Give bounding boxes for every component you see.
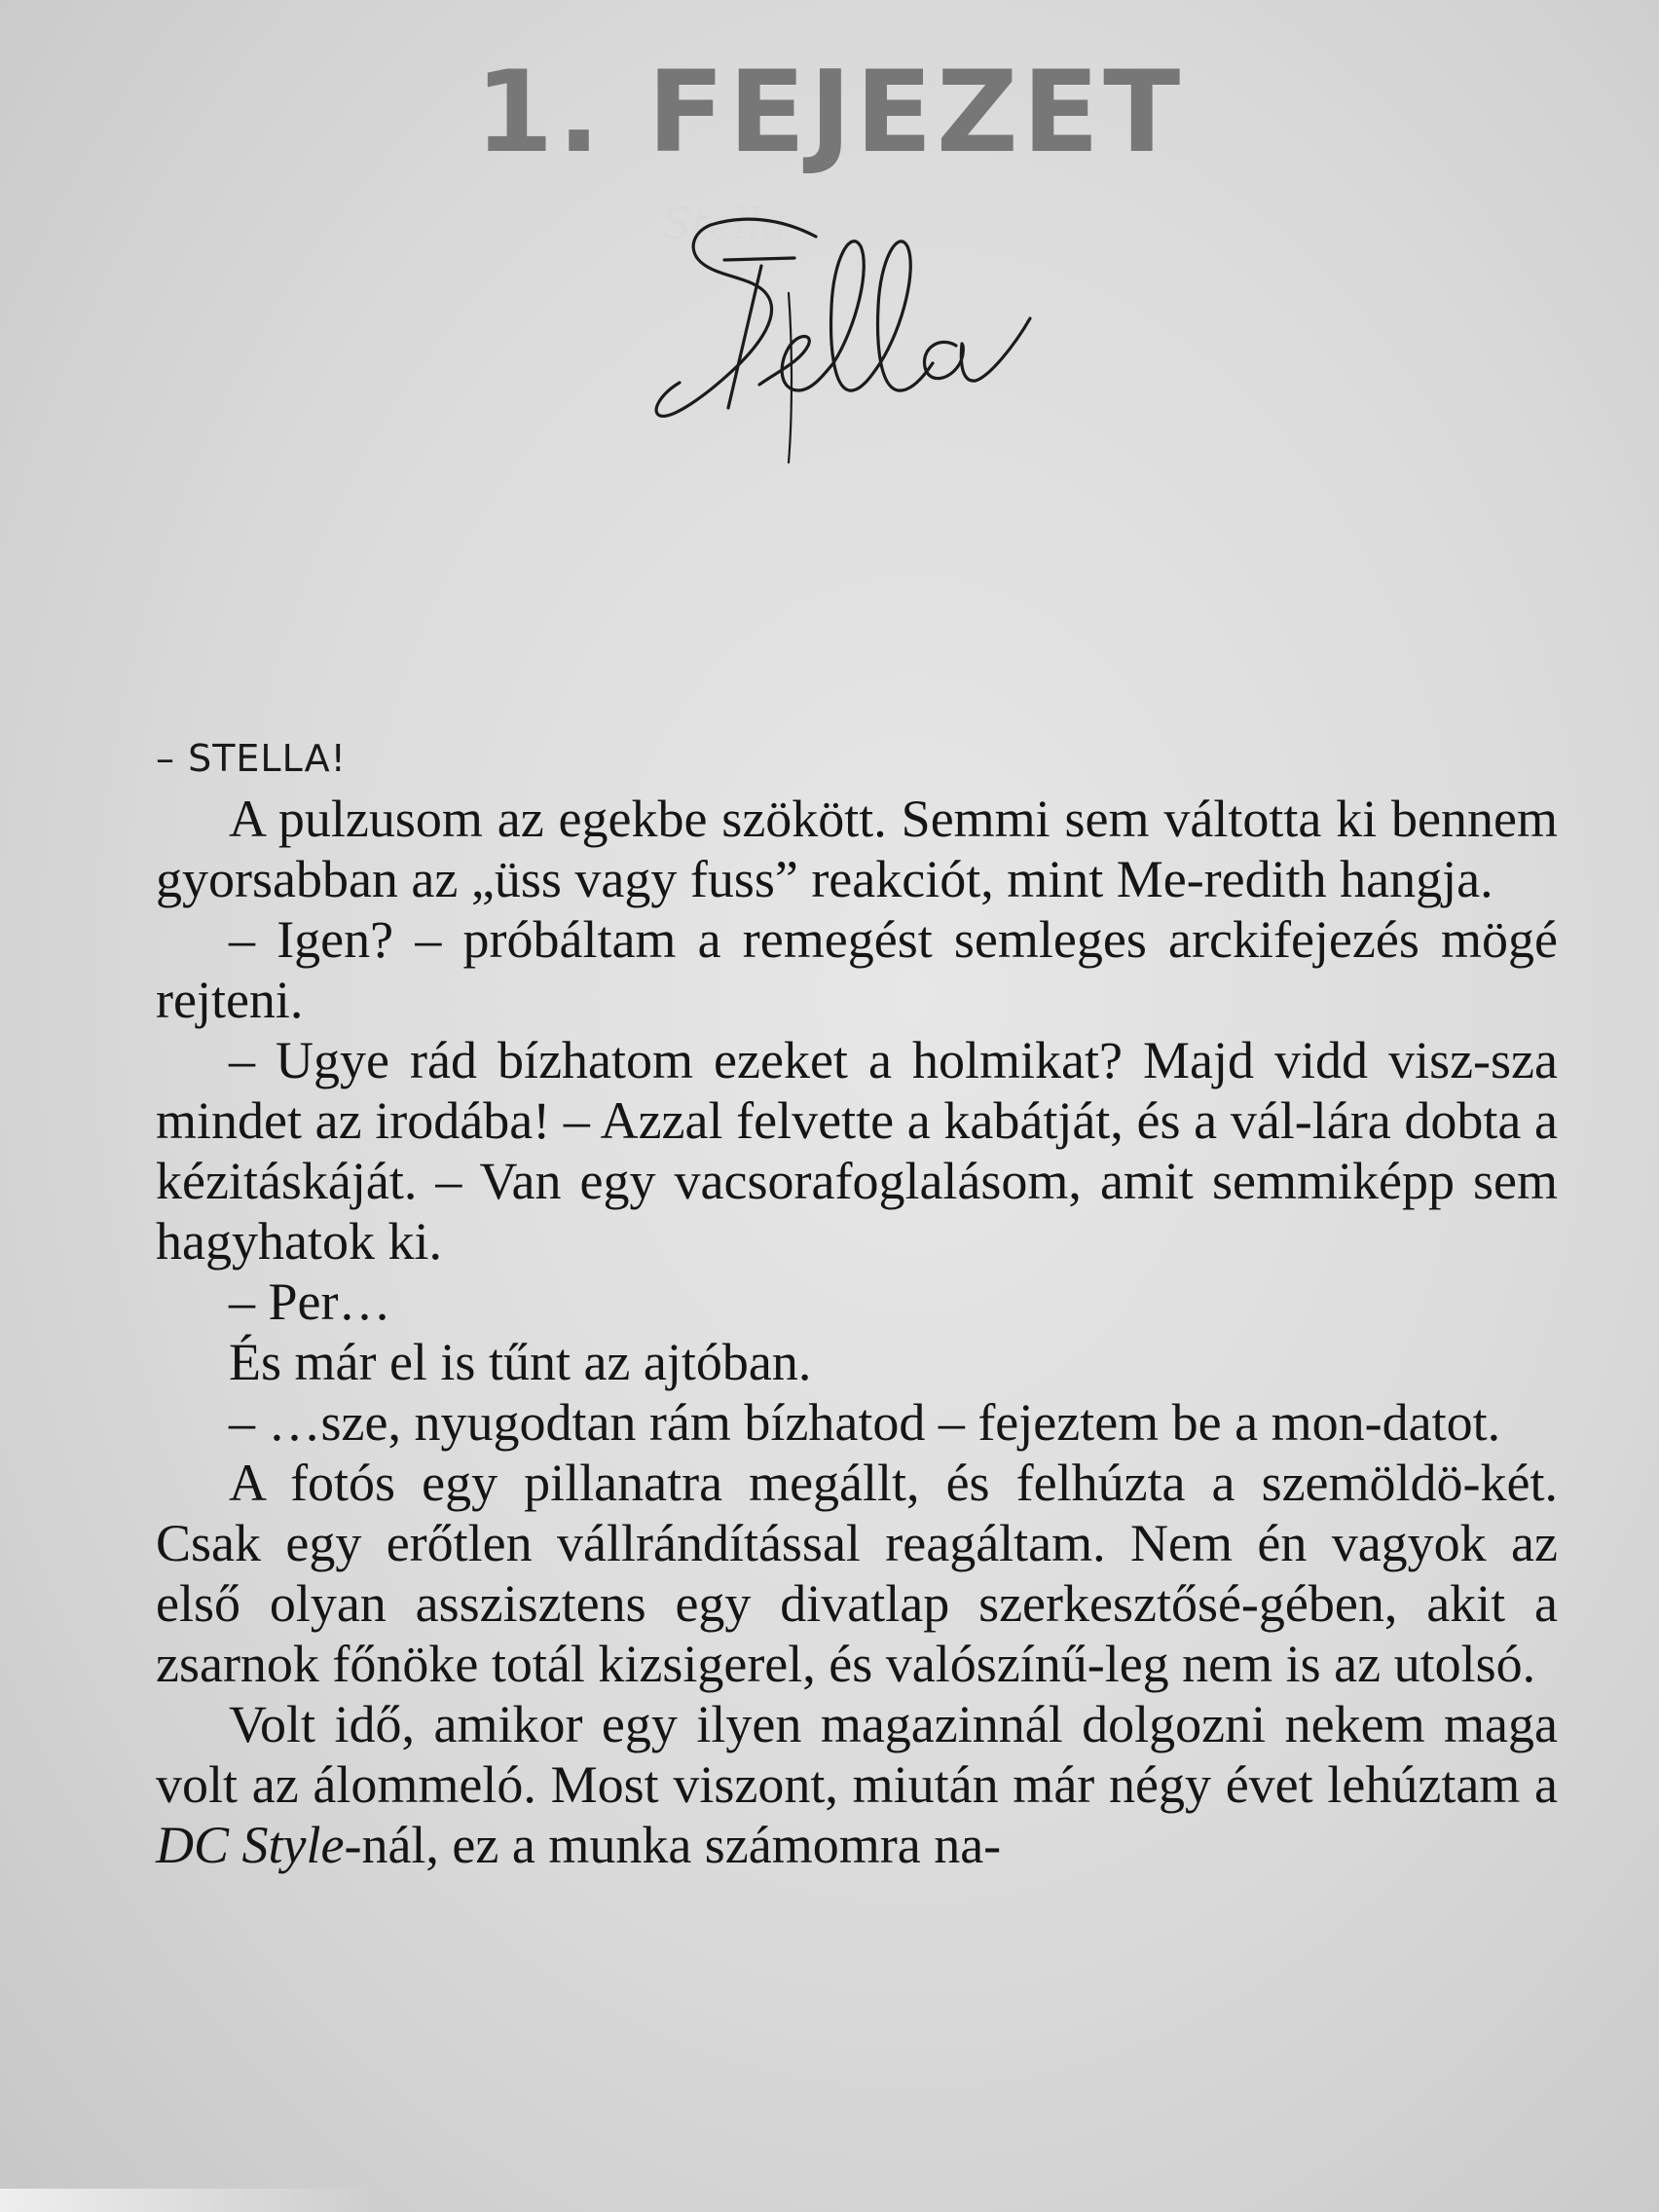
opening-exclamation: – STELLA! bbox=[156, 737, 347, 780]
chapter-body bbox=[156, 728, 1558, 1875]
paragraph-text: Volt idő, amikor egy ilyen magazinnál dolgozni nekem maga volt az álommeló. Most viszont, miután már négy évet lehúztam a bbox=[156, 1695, 1558, 1814]
paragraph: A fotós egy pillanatra megállt, és felhúzta a szemöldö-két. Csak egy erőtlen vállrándítással reagáltam. Nem én vagyok az első olyan asszisztens egy divatlap szerkesztősé-gében, akit a zsarnok főnöke totál kizsigerel, és valószínű-leg nem is az utolsó. bbox=[156, 1454, 1558, 1693]
dialog-line: – Per… bbox=[229, 1272, 391, 1331]
paragraph: A pulzusom az egekbe szökött. Semmi sem váltotta ki bennem gyorsabban az „üss vagy fuss” reakciót, mint Me-redith hangja. bbox=[156, 790, 1558, 908]
chapter-heading: 1. FEJEZET bbox=[474, 47, 1185, 178]
paragraph: És már el is tűnt az ajtóban. bbox=[229, 1333, 812, 1391]
dialog-line: – Igen? – próbáltam a remegést semleges arckifejezés mögé rejteni. bbox=[156, 910, 1558, 1029]
signature-stella-logo bbox=[652, 200, 1110, 467]
dialog-line: – …sze, nyugodtan rám bízhatod – fejeztem be a mon-datot. bbox=[229, 1393, 1501, 1452]
paragraph-text: -nál, ez a munka számomra na- bbox=[344, 1816, 1002, 1874]
dialog-line: – Ugye rád bízhatom ezeket a holmikat? Majd vidd visz-sza mindet az irodába! – Azzal felvette a kabátját, és a vál-lára dobta a kézitáskáját. – Van egy vacsorafoglalásom, amit semmiképp sem hagyhatok ki. bbox=[156, 1031, 1558, 1271]
chapter-name-signature bbox=[652, 200, 1110, 467]
signature-text bbox=[662, 200, 787, 249]
watermark bbox=[0, 2189, 376, 2212]
magazine-title: DC Style bbox=[156, 1816, 345, 1874]
paragraph bbox=[156, 1694, 1558, 1875]
